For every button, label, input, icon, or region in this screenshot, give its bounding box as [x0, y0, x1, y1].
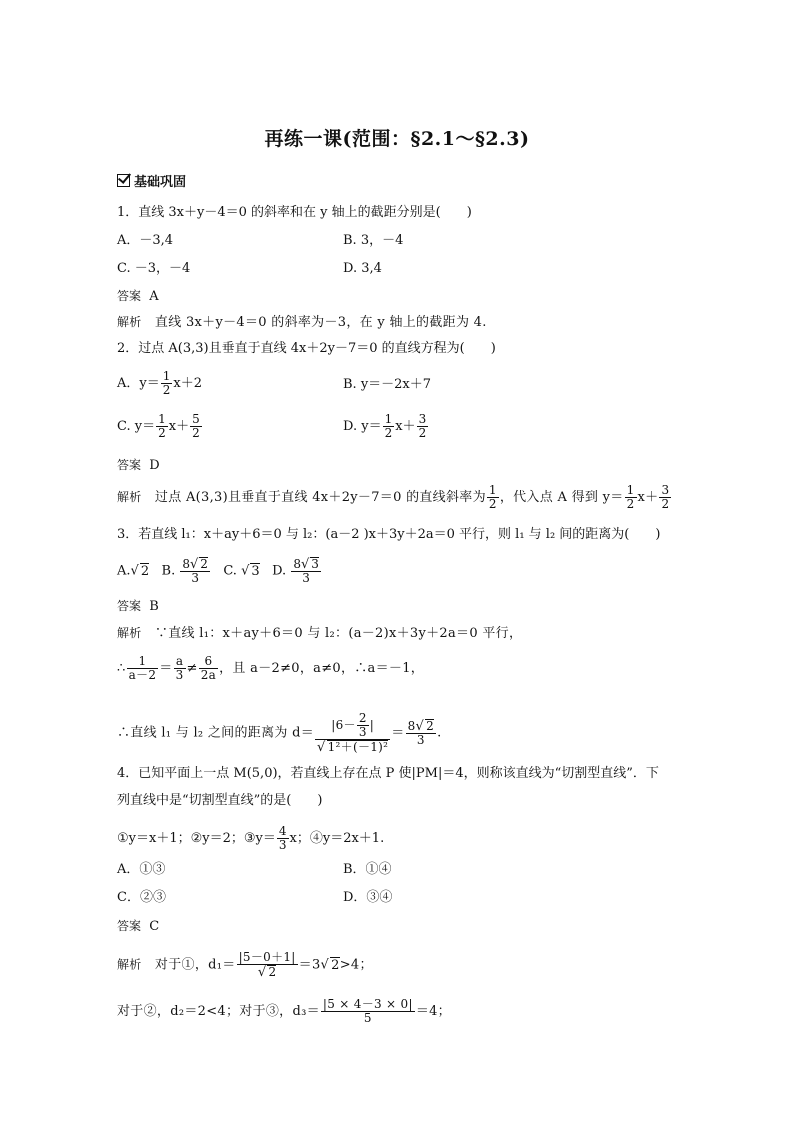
- fraction: [625, 484, 637, 511]
- q4-conditions: [117, 825, 384, 852]
- fraction-num: 1: [384, 412, 393, 426]
- fraction-den: 3: [358, 725, 367, 739]
- explanation-text: 直线 3x＋y－4＝0 的斜率为－3，在 y 轴上的截距为 4.: [154, 315, 487, 330]
- explanation-text: ，代入点 A 得到 y＝: [499, 490, 624, 505]
- answer-value: D: [149, 458, 160, 473]
- sqrt-icon: √: [257, 965, 267, 980]
- fraction-num: 1: [158, 412, 166, 426]
- q4-stem-1: 4．已知平面上一点 M(5,0)，若直线上存在点 P 使|PM|＝4，则称该直线为“切割型直线”．下: [117, 766, 659, 781]
- q2-option-c: [117, 413, 203, 440]
- equals-sign: ＝: [391, 725, 405, 741]
- radicand: 2: [200, 557, 208, 571]
- coef: 8: [182, 557, 190, 571]
- fraction: [417, 413, 429, 440]
- q1-option-a: A．－3,4: [117, 233, 174, 248]
- fraction-num: 1: [488, 483, 497, 497]
- option-c-label: C.: [223, 563, 237, 579]
- sqrt-icon: √: [241, 563, 250, 579]
- radicand: 2: [426, 719, 435, 733]
- q1-explanation: [117, 314, 487, 331]
- fraction-den: 2: [626, 497, 635, 511]
- q2-option-b: B. y＝－2x＋7: [343, 377, 432, 392]
- fraction-num: 3: [418, 412, 427, 426]
- fraction-den: 2: [158, 426, 166, 440]
- q4-explanation-2: [117, 998, 451, 1025]
- q2-option-a: [117, 370, 202, 397]
- explanation-text: ∵直线 l₁：x＋ay＋6＝0 与 l₂：(a－2)x＋3y＋2a＝0 平行，: [154, 626, 523, 641]
- conditions-text: x；④y＝2x＋1.: [289, 831, 385, 846]
- explanation-text: ，且 a－2≠0，a≠0，∴a＝－1，: [219, 661, 425, 676]
- fraction-num: 2: [358, 711, 367, 725]
- fraction-den: a－2: [128, 668, 157, 682]
- sqrt-icon: √: [189, 557, 199, 572]
- coef: 8: [407, 719, 416, 733]
- fraction: [291, 557, 321, 585]
- fraction: [174, 655, 186, 682]
- fraction: [127, 655, 159, 682]
- fraction: [315, 712, 390, 754]
- q1-stem: 1．直线 3x＋y－4＝0 的斜率和在 y 轴上的截距分别是( ): [117, 205, 472, 220]
- fraction-num: 1: [127, 655, 159, 669]
- fraction-num: [406, 719, 436, 734]
- fraction-num: 1: [162, 369, 171, 383]
- answer-value: A: [149, 289, 159, 304]
- fraction-num: |5 × 4－3 × 0|: [322, 997, 413, 1011]
- explanation-text: 对于①，d₁＝: [154, 957, 236, 973]
- radicand: 3: [311, 557, 319, 571]
- fraction-den: 2a: [200, 668, 217, 682]
- q2-answer: [117, 457, 160, 474]
- fraction-num: [291, 557, 321, 572]
- option-d-prefix: D. y＝: [343, 419, 382, 434]
- fraction: [237, 951, 298, 979]
- explanation-text: ＝3: [298, 957, 321, 973]
- option-a-prefix: A．y＝: [117, 376, 160, 391]
- fraction-den: 3: [302, 571, 310, 585]
- fraction: [277, 825, 289, 852]
- q4-option-d: D．③④: [343, 890, 393, 905]
- fraction-num: 5: [192, 412, 200, 426]
- option-d-label: D.: [272, 563, 287, 579]
- fraction-den: 2: [418, 426, 427, 440]
- q4-option-a: A．①③: [117, 862, 166, 877]
- q2-option-d: [343, 413, 429, 440]
- therefore-sign: ∴: [117, 661, 126, 676]
- fraction-den: [315, 740, 390, 754]
- explanation-label: 解析: [117, 490, 142, 504]
- explanation-label: 解析: [117, 315, 142, 329]
- option-c-mid: x＋: [168, 419, 190, 434]
- fraction: [321, 998, 415, 1025]
- fraction-num: 3: [661, 483, 670, 497]
- fraction: [383, 413, 395, 440]
- fraction-den: 2: [384, 426, 393, 440]
- explanation-text: >4；: [339, 957, 373, 973]
- fraction: [406, 719, 436, 747]
- answer-label: 答案: [117, 458, 142, 472]
- fraction-den: 2: [192, 426, 200, 440]
- fraction-den: 2: [162, 383, 171, 397]
- fraction-den: 5: [363, 1011, 372, 1025]
- q4-answer: [117, 918, 159, 935]
- fraction-num: a: [174, 655, 186, 669]
- sqrt-icon: √: [130, 563, 139, 579]
- coef: 8: [293, 557, 301, 571]
- q2-explanation: [117, 484, 672, 511]
- fraction: [190, 413, 202, 440]
- option-a-label: A.: [117, 563, 131, 579]
- sqrt-icon: √: [317, 740, 326, 755]
- q1-option-d: D. 3,4: [343, 261, 382, 276]
- fraction-den: 3: [191, 571, 199, 585]
- explanation-label: 解析: [117, 957, 142, 972]
- fraction: [180, 557, 210, 585]
- q3-explanation-1: [117, 625, 522, 642]
- radicand: 2: [331, 957, 340, 973]
- page-title: 再练一课(范围：§2.1～§2.3): [264, 128, 530, 150]
- fraction-den: 2: [488, 497, 497, 511]
- fraction-num: |6－ $\frac{2}{3}$ |: [315, 712, 390, 740]
- fraction: [659, 484, 671, 511]
- q3-options: [117, 557, 322, 585]
- explanation-text: 对于②，d₂＝2<4；对于③，d₃＝: [117, 1004, 320, 1019]
- q3-answer: [117, 598, 159, 615]
- not-equal-sign: ≠: [186, 661, 198, 676]
- q4-option-b: B．①④: [343, 862, 392, 877]
- fraction: [357, 712, 369, 739]
- explanation-text: x＋: [637, 490, 659, 505]
- q3-explanation-3: [117, 712, 442, 754]
- fraction-den: [237, 965, 298, 979]
- q1-option-b: B. 3，－4: [343, 233, 404, 248]
- q4-stem-2: 列直线中是“切割型直线”的是( ): [117, 793, 323, 808]
- radicand: 2: [268, 965, 277, 979]
- fraction: [199, 655, 218, 682]
- explanation-text: ＝4；: [415, 1004, 451, 1019]
- q1-option-c: C. －3，－4: [117, 261, 191, 276]
- radicand: 2: [140, 563, 150, 579]
- q4-explanation-1: [117, 951, 373, 979]
- q4-option-c: C．②③: [117, 890, 166, 905]
- checkbox-icon: [117, 174, 130, 187]
- answer-label: 答案: [117, 599, 142, 613]
- fraction-den: 3: [278, 838, 287, 852]
- section-label: 基础巩固: [134, 175, 187, 190]
- option-c-prefix: C. y＝: [117, 419, 156, 434]
- radicand: 1²＋(－1)²: [327, 740, 389, 754]
- q3-stem: 3．若直线 l₁：x＋ay＋6＝0 与 l₂：(a－2 )x＋3y＋2a＝0 平行，则 l₁ 与 l₂ 间的距离为( ): [117, 527, 661, 542]
- numerator-text: 6－: [335, 718, 356, 732]
- fraction-num: 4: [278, 824, 287, 838]
- explanation-text: ∴直线 l₁ 与 l₂ 之间的距离为 d＝: [117, 725, 315, 741]
- q1-answer: [117, 288, 159, 305]
- fraction: [487, 484, 499, 511]
- equals-sign: ＝: [159, 661, 173, 676]
- answer-label: 答案: [117, 289, 142, 303]
- explanation-text: 过点 A(3,3)且垂直于直线 4x＋2y－7＝0 的直线斜率为: [154, 490, 486, 505]
- fraction-den: 3: [416, 733, 425, 747]
- fraction: [156, 413, 168, 440]
- radicand: 3: [251, 563, 260, 579]
- q2-stem: 2．过点 A(3,3)且垂直于直线 4x＋2y－7＝0 的直线方程为( ): [117, 341, 496, 356]
- fraction-num: 6: [199, 655, 218, 669]
- fraction-den: 2: [661, 497, 670, 511]
- sqrt-icon: √: [300, 557, 310, 572]
- fraction-num: [180, 557, 210, 572]
- fraction: [161, 370, 173, 397]
- answer-value: B: [149, 599, 159, 614]
- conditions-text: ①y＝x＋1；②y＝2；③y＝: [117, 831, 276, 846]
- sqrt-icon: √: [320, 957, 330, 973]
- answer-value: C: [149, 919, 160, 934]
- answer-label: 答案: [117, 919, 142, 933]
- explanation-label: 解析: [117, 626, 142, 640]
- fraction-num: 1: [626, 483, 635, 497]
- fraction-num: |5－0＋1|: [238, 950, 296, 964]
- q3-explanation-2: [117, 655, 424, 682]
- sqrt-icon: √: [415, 719, 425, 734]
- fraction-den: 3: [175, 668, 184, 682]
- section-heading: [117, 174, 186, 191]
- option-b-label: B.: [161, 563, 176, 579]
- period: .: [437, 725, 442, 741]
- option-a-suffix: x＋2: [173, 376, 202, 391]
- option-d-mid: x＋: [395, 419, 416, 434]
